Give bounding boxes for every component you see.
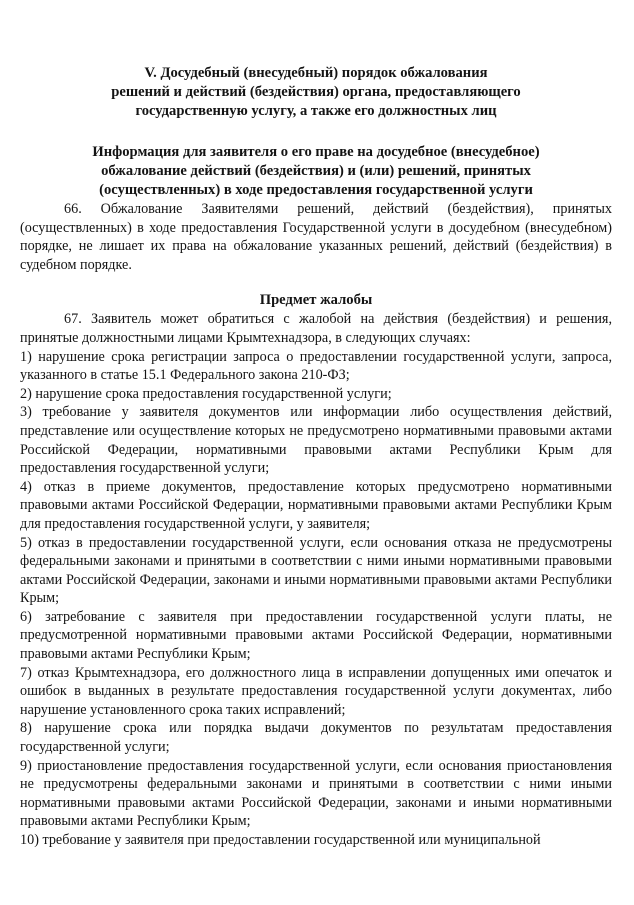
list-item: 7) отказ Крымтехнадзора, его должностного лица в исправлении допущенных ими опечаток и ошибок в выданных в результате предоставления государственной услуги документах, либо нарушение установленного срока таких исправлений; [20,664,612,718]
list-item: 10) требование у заявителя при предоставлении государственной или муниципальной [20,832,541,848]
list-item: 3) требование у заявителя документов или информации либо осуществления действий, представление или осуществление которых не предусмотрено нормативными правовыми актами Российской Федерации, нормативными правовыми актами Республики Крым для предоставления государственной услуги; [20,404,612,477]
list-item: 9) приостановление предоставления государственной услуги, если основания приостановления не предусмотрены федеральными законами и принятыми в соответствии с ними иными нормативными правовыми актами Российской Федерации, законами и иными нормативными правовыми актами Республики Крым; [20,757,612,830]
section-heading [20,64,612,121]
list-item: 4) отказ в приеме документов, предоставление которых предусмотрено нормативными правовыми актами Российской Федерации, нормативными правовыми актами Республики Крым для предоставления государственной услуги, у заявителя; [20,478,612,532]
info-heading-line: обжалование действий (бездействия) и (или) решений, принятых [101,163,531,179]
list-item: 1) нарушение срока регистрации запроса о предоставлении государственной услуги, запроса, указанного в статье 15.1 Федерального закона 210-ФЗ; [20,348,612,384]
info-heading-line: (осуществленных) в ходе предоставления государственной услуги [99,182,533,198]
info-heading [20,143,612,200]
section-heading-line: V. Досудебный (внесудебный) порядок обжалования [144,65,488,81]
list-item: 2) нарушение срока предоставления государственной услуги; [20,385,392,402]
section-heading-line: государственную услугу, а также его должностных лиц [135,103,497,119]
list-item: 6) затребование с заявителя при предоставлении государственной услуги платы, не предусмотренной нормативными правовыми актами Российской Федерации, нормативными правовыми актами Республики Крым; [20,608,612,663]
paragraph-67: 67. Заявитель может обратиться с жалобой на действия (бездействия) и решения, принятые должностными лицами Крымтехнадзора, в следующих случаях: [20,311,612,346]
section-heading-line: решений и действий (бездействия) органа, предоставляющего [111,84,521,100]
list-item: 8) нарушение срока или порядка выдачи документов по результатам предоставления государственной услуги; [20,720,612,756]
info-heading-line: Информация для заявителя о его праве на досудебное (внесудебное) [92,144,540,160]
complaint-cases-list [20,348,612,850]
subject-heading: Предмет жалобы [259,292,373,309]
list-item: 5) отказ в предоставлении государственной услуги, если основания отказа не предусмотрены федеральными законами и принятыми в соответствии с ними иными нормативными правовыми актами Российской Федерации, законами и иными нормативными правовыми актами Республики Крым; [20,534,612,607]
paragraph-66: 66. Обжалование Заявителями решений, действий (бездействия), принятых (осуществленных) в ходе предоставления Государственной услуги в досудебном (внесудебном) порядке, не лишает их права на обжалование указанных решений, действий (бездействия) в судебном порядке. [20,201,612,273]
